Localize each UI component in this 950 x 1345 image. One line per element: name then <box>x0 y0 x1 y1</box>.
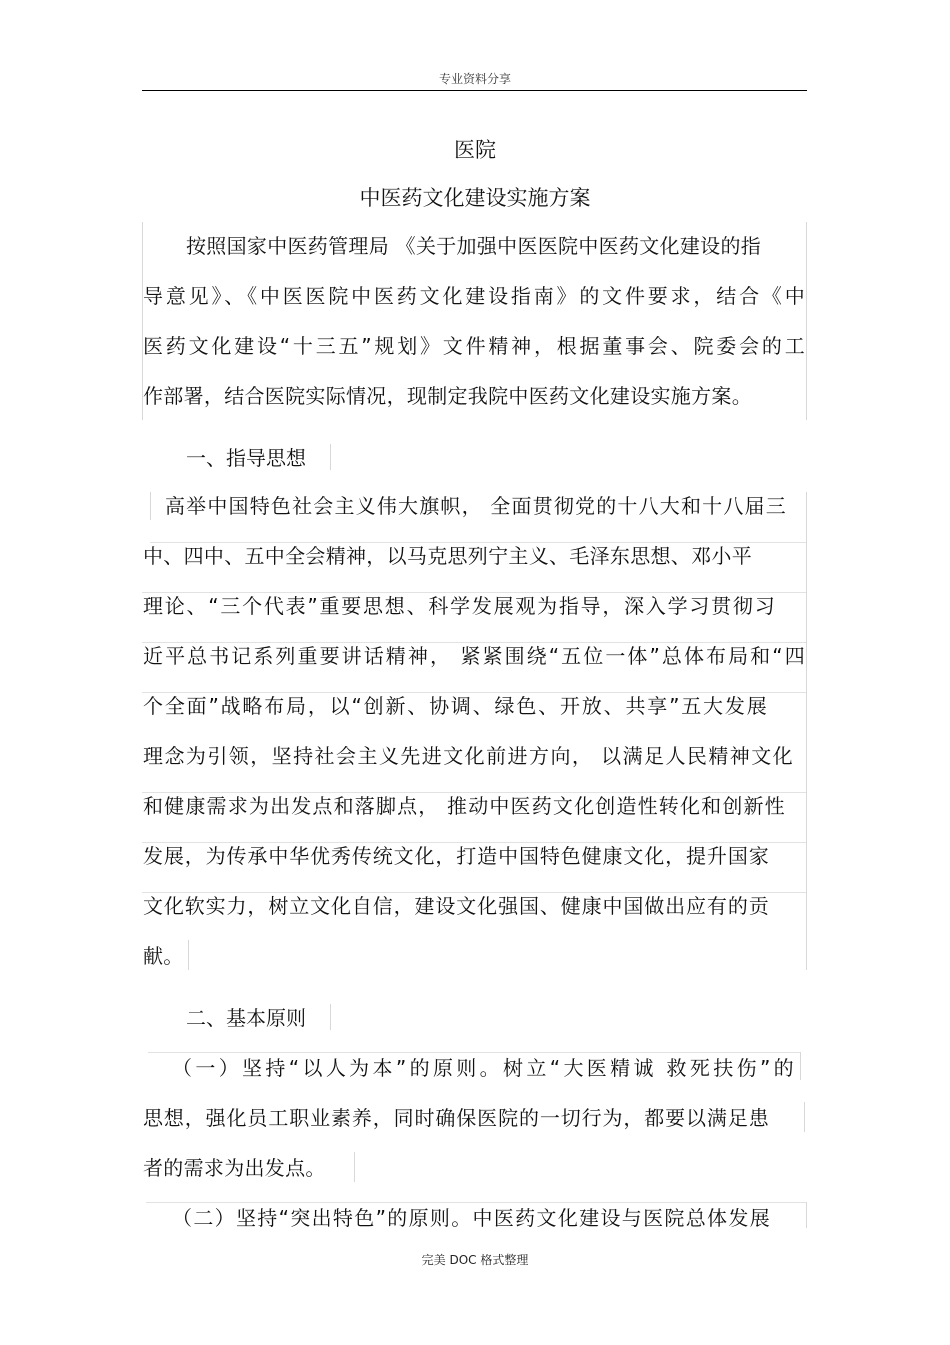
principle-line: 者的需求为出发点。 <box>143 1156 326 1180</box>
body-line: 理念为引领，坚持社会主义先进文化前进方向， 以满足人民精神文化 <box>143 744 793 768</box>
body-line: 高举中国特色社会主义伟大旗帜， 全面贯彻党的十八大和十八届三 <box>165 494 786 518</box>
body-line: 理论、“三个代表”重要思想、科学发展观为指导，深入学习贯彻习 <box>143 594 775 618</box>
table-border <box>806 222 807 420</box>
body-line: 近平总书记系列重要讲话精神， 紧紧围绕“五位一体”总体布局和“四 <box>143 644 805 668</box>
body-line: 献。 <box>143 944 184 968</box>
body-line: 个全面”战略布局，以“创新、协调、绿色、开放、共享”五大发展 <box>143 694 767 718</box>
header-divider <box>142 90 807 91</box>
document-title-line-2: 中医药文化建设实施方案 <box>359 186 591 210</box>
section-heading: 一、指导思想 <box>186 446 306 470</box>
principle-line: 思想，强化员工职业素养，同时确保医院的一切行为，都要以满足患 <box>143 1106 769 1130</box>
body-line: 中、四中、五中全会精神，以马克思列宁主义、毛泽东思想、邓小平 <box>143 544 752 568</box>
section-heading: 二、基本原则 <box>186 1006 306 1030</box>
table-border <box>330 444 331 470</box>
intro-line: 导意见》、《中医医院中医药文化建设指南》的文件要求，结合《中 <box>143 284 805 308</box>
table-border <box>148 1052 800 1053</box>
body-line: 发展，为传承中华优秀传统文化，打造中国特色健康文化，提升国家 <box>143 844 769 868</box>
table-border <box>806 492 807 970</box>
page-footer: 完美 DOC 格式整理 <box>421 1253 529 1267</box>
table-border <box>330 1004 331 1030</box>
body-line: 文化软实力，树立文化自信，建设文化强国、健康中国做出应有的贡 <box>143 894 769 918</box>
table-border <box>804 1102 805 1132</box>
principle-line: （一）坚持“以人为本”的原则。树立“大医精诚 救死扶伤”的 <box>172 1056 794 1080</box>
table-border <box>146 1202 806 1203</box>
table-border <box>150 492 151 520</box>
table-border <box>806 1202 807 1228</box>
body-line: 和健康需求为出发点和落脚点， 推动中医药文化创造性转化和创新性 <box>143 794 785 818</box>
table-border <box>800 1052 801 1080</box>
document-title-line-1: 医院 <box>454 138 496 162</box>
table-border <box>188 940 189 970</box>
page-header: 专业资料分享 <box>438 72 511 86</box>
intro-line: 按照国家中医药管理局 《关于加强中医医院中医药文化建设的指 <box>186 234 762 258</box>
intro-line: 医药文化建设“十三五”规划》文件精神，根据董事会、院委会的工 <box>143 334 805 358</box>
intro-line: 作部署，结合医院实际情况，现制定我院中医药文化建设实施方案。 <box>143 384 752 408</box>
table-border <box>354 1152 355 1182</box>
principle-line: （二）坚持“突出特色”的原则。中医药文化建设与医院总体发展 <box>172 1206 770 1230</box>
